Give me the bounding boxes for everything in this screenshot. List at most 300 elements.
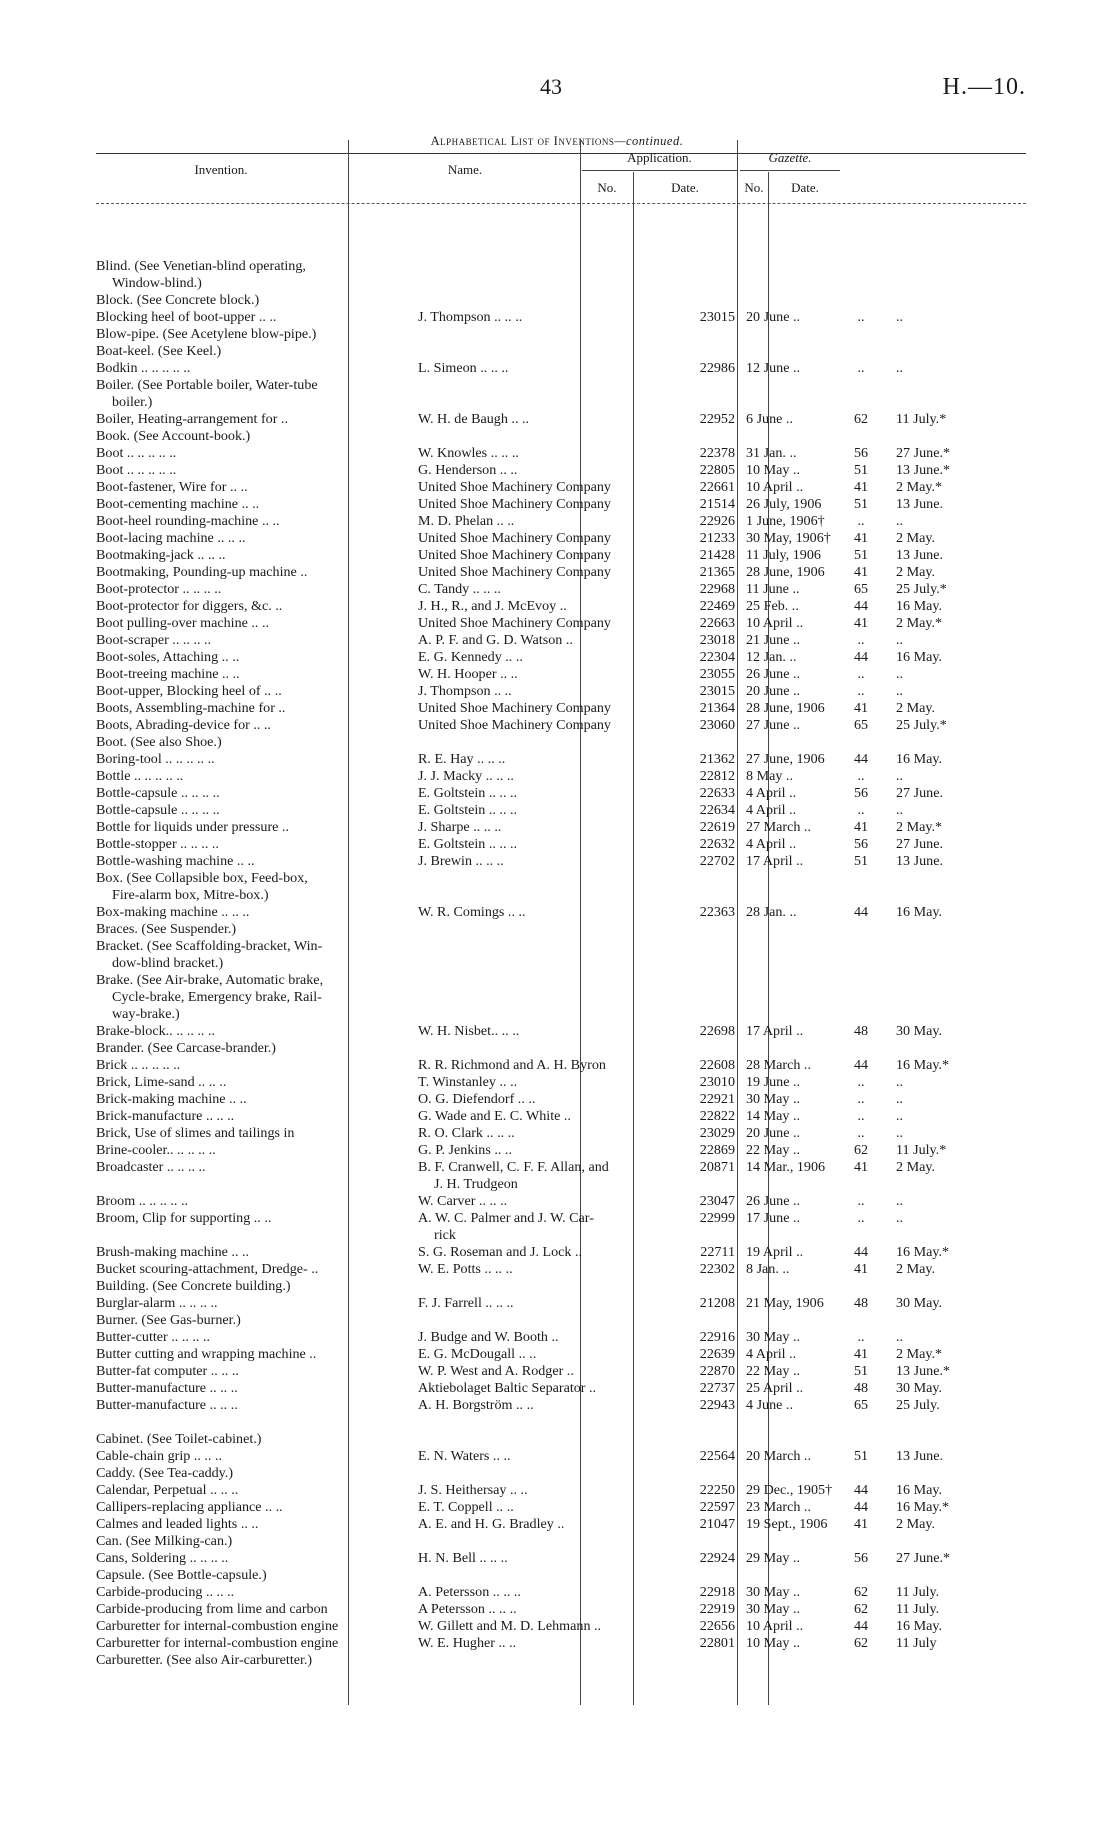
- name-cell: W. R. Comings .. ..: [418, 904, 526, 920]
- table-row: [96, 785, 1036, 802]
- app-number-cell: 22711: [700, 1244, 735, 1260]
- table-row: [96, 1227, 1036, 1244]
- table-row: [96, 360, 1036, 377]
- table-row: [96, 1329, 1036, 1346]
- app-date-cell: 23 March ..: [746, 1499, 811, 1515]
- gazette-number-cell: 44: [853, 904, 869, 920]
- app-number-cell: 22986: [699, 360, 735, 376]
- app-number-cell: 22702: [699, 853, 735, 869]
- gazette-number-cell: ..: [857, 1125, 865, 1141]
- table-row: [96, 870, 1036, 887]
- invention-cell: Boot .. .. .. .. ..: [96, 445, 177, 461]
- gazette-number-cell: ..: [857, 683, 865, 699]
- table-row: [96, 1040, 1036, 1057]
- name-cell: R. E. Hay .. .. ..: [418, 751, 506, 767]
- invention-cell: Calendar, Perpetual .. .. ..: [96, 1482, 239, 1498]
- invention-cell: Building. (See Concrete building.): [96, 1278, 291, 1294]
- table-row: [96, 938, 1036, 955]
- app-date-cell: 14 Mar., 1906: [746, 1159, 826, 1175]
- app-number-cell: 22304: [699, 649, 735, 665]
- app-number-cell: 22378: [699, 445, 735, 461]
- app-date-cell: 8 Jan. ..: [746, 1261, 790, 1277]
- gazette-date-cell: 13 June.*: [896, 1363, 951, 1379]
- invention-cell: Cycle-brake, Emergency brake, Rail-: [112, 989, 322, 1005]
- app-number-cell: 22634: [699, 802, 735, 818]
- name-cell: E. Goltstein .. .. ..: [418, 802, 518, 818]
- invention-cell: Boots, Abrading-device for .. ..: [96, 717, 271, 733]
- gazette-number-cell: 41: [853, 564, 869, 580]
- gazette-number-cell: 44: [853, 1057, 869, 1073]
- gazette-date-cell: 13 June.: [896, 496, 943, 512]
- table-row: [96, 615, 1036, 632]
- header-application: Application.: [627, 150, 692, 165]
- app-date-cell: 31 Jan. ..: [746, 445, 797, 461]
- gazette-date-cell: 25 July.: [896, 1397, 940, 1413]
- invention-cell: Carburetter. (See also Air-carburetter.): [96, 1652, 313, 1668]
- gazette-date-cell: ..: [896, 309, 904, 325]
- name-cell: W. H. Nisbet.. .. ..: [418, 1023, 520, 1039]
- gazette-number-cell: ..: [857, 666, 865, 682]
- name-cell: H. N. Bell .. .. ..: [418, 1550, 508, 1566]
- gazette-number-cell: 44: [853, 1244, 869, 1260]
- app-date-cell: 8 May ..: [746, 768, 793, 784]
- name-cell: United Shoe Machinery Company: [418, 547, 611, 563]
- gazette-date-cell: 11 July.: [896, 1601, 940, 1617]
- table-row: [96, 1210, 1036, 1227]
- name-cell: L. Simeon .. .. ..: [418, 360, 509, 376]
- gazette-date-cell: 16 May.*: [896, 1499, 950, 1515]
- gazette-date-cell: 11 July.*: [896, 411, 947, 427]
- app-date-cell: 28 June, 1906: [746, 564, 825, 580]
- invention-cell: Braces. (See Suspender.): [96, 921, 237, 937]
- gazette-date-cell: 2 May.: [896, 1516, 936, 1532]
- name-cell: G. Wade and E. C. White ..: [418, 1108, 571, 1124]
- table-row: [96, 564, 1036, 581]
- invention-cell: Brick .. .. .. .. ..: [96, 1057, 181, 1073]
- gazette-number-cell: 41: [853, 530, 869, 546]
- app-date-cell: 14 May ..: [746, 1108, 801, 1124]
- name-cell: E. Goltstein .. .. ..: [418, 836, 518, 852]
- gazette-date-cell: 25 July.*: [896, 717, 947, 733]
- app-number-cell: 22608: [699, 1057, 735, 1073]
- gazette-number-cell: ..: [857, 1091, 865, 1107]
- table-row: [96, 1159, 1036, 1176]
- gazette-date-cell: 2 May.*: [896, 819, 943, 835]
- invention-cell: Carbide-producing from lime and carbon: [96, 1601, 328, 1617]
- gazette-number-cell: 51: [853, 853, 869, 869]
- invention-cell: Box-making machine .. .. ..: [96, 904, 250, 920]
- gazette-date-cell: ..: [896, 1329, 904, 1345]
- gazette-date-cell: 27 June.: [896, 785, 943, 801]
- app-date-cell: 20 June ..: [746, 1125, 801, 1141]
- invention-cell: boiler.): [112, 394, 153, 410]
- table-row: [96, 258, 1036, 275]
- table-row: [96, 802, 1036, 819]
- table-row: [96, 768, 1036, 785]
- gazette-number-cell: 62: [853, 1601, 869, 1617]
- app-date-cell: 4 April ..: [746, 1346, 797, 1362]
- table-row: [96, 955, 1036, 972]
- app-date-cell: 4 April ..: [746, 802, 797, 818]
- app-number-cell: 23018: [699, 632, 735, 648]
- app-date-cell: 28 Jan. ..: [746, 904, 797, 920]
- invention-cell: Blocking heel of boot-upper .. ..: [96, 309, 277, 325]
- gazette-number-cell: 41: [853, 1516, 869, 1532]
- name-cell: W. P. West and A. Rodger ..: [418, 1363, 574, 1379]
- name-cell: G. P. Jenkins .. ..: [418, 1142, 512, 1158]
- table-row: [96, 462, 1036, 479]
- app-date-cell: 10 May ..: [746, 1635, 801, 1651]
- app-date-cell: 4 April ..: [746, 836, 797, 852]
- invention-cell: Bootmaking, Pounding-up machine ..: [96, 564, 308, 580]
- gazette-number-cell: 62: [853, 411, 869, 427]
- gazette-number-cell: 62: [853, 1584, 869, 1600]
- app-number-cell: 22918: [699, 1584, 735, 1600]
- gazette-date-cell: 30 May.: [896, 1380, 943, 1396]
- gazette-number-cell: 56: [853, 836, 869, 852]
- name-cell: E. G. McDougall .. ..: [418, 1346, 537, 1362]
- invention-cell: way-brake.): [112, 1006, 180, 1022]
- app-date-cell: 1 June, 1906†: [746, 513, 825, 529]
- invention-cell: Bootmaking-jack .. .. ..: [96, 547, 226, 563]
- table-row: [96, 1550, 1036, 1567]
- table-row: [96, 1601, 1036, 1618]
- gazette-number-cell: ..: [857, 1074, 865, 1090]
- invention-cell: Bottle-stopper .. .. .. ..: [96, 836, 219, 852]
- gazette-number-cell: ..: [857, 513, 865, 529]
- gazette-date-cell: ..: [896, 360, 904, 376]
- table-row: [96, 717, 1036, 734]
- app-date-cell: 26 June ..: [746, 666, 801, 682]
- gazette-number-cell: 51: [853, 1448, 869, 1464]
- app-number-cell: 22639: [699, 1346, 735, 1362]
- invention-cell: Can. (See Milking-can.): [96, 1533, 233, 1549]
- name-cell: E. T. Coppell .. ..: [418, 1499, 514, 1515]
- table-row: [96, 1057, 1036, 1074]
- app-number-cell: 22250: [699, 1482, 735, 1498]
- header-invention: Invention.: [194, 162, 248, 177]
- app-date-cell: 19 Sept., 1906: [746, 1516, 828, 1532]
- gazette-number-cell: ..: [857, 632, 865, 648]
- gazette-date-cell: 2 May.: [896, 530, 936, 546]
- gazette-number-cell: 41: [853, 479, 869, 495]
- invention-cell: Boot-fastener, Wire for .. ..: [96, 479, 248, 495]
- gazette-date-cell: 11 July.*: [896, 1142, 947, 1158]
- gazette-number-cell: ..: [857, 1329, 865, 1345]
- app-date-cell: 22 May ..: [746, 1363, 801, 1379]
- gazette-date-cell: 16 May.: [896, 649, 943, 665]
- app-number-cell: 23015: [699, 309, 735, 325]
- table-row: [96, 1533, 1036, 1550]
- invention-cell: Butter-manufacture .. .. ..: [96, 1380, 238, 1396]
- invention-cell: dow-blind bracket.): [112, 955, 224, 971]
- invention-cell: Butter-fat computer .. .. ..: [96, 1363, 239, 1379]
- app-date-cell: 4 June ..: [746, 1397, 793, 1413]
- gazette-date-cell: 2 May.*: [896, 479, 943, 495]
- app-date-cell: 20 June ..: [746, 683, 801, 699]
- app-date-cell: 4 April ..: [746, 785, 797, 801]
- table-row: [96, 819, 1036, 836]
- gazette-date-cell: 16 May.: [896, 1618, 943, 1634]
- name-cell: United Shoe Machinery Company: [418, 615, 611, 631]
- name-cell: United Shoe Machinery Company: [418, 564, 611, 580]
- gazette-date-cell: ..: [896, 1091, 904, 1107]
- gazette-number-cell: 56: [853, 445, 869, 461]
- gazette-date-cell: 11 July: [896, 1635, 937, 1651]
- gazette-date-cell: 25 July.*: [896, 581, 947, 597]
- gazette-number-cell: 44: [853, 751, 869, 767]
- invention-cell: Butter cutting and wrapping machine ..: [96, 1346, 317, 1362]
- app-number-cell: 21428: [699, 547, 735, 563]
- gazette-date-cell: 16 May.*: [896, 1244, 950, 1260]
- table-row: [96, 1176, 1036, 1193]
- app-number-cell: 22919: [699, 1601, 735, 1617]
- table-row: [96, 598, 1036, 615]
- app-date-cell: 28 June, 1906: [746, 700, 825, 716]
- invention-cell: Boot-protector for diggers, &c. ..: [96, 598, 283, 614]
- name-cell: J. S. Heithersay .. ..: [418, 1482, 528, 1498]
- table-row: [96, 649, 1036, 666]
- header-app-date: Date.: [671, 180, 699, 195]
- name-cell: J. J. Macky .. .. ..: [418, 768, 514, 784]
- invention-cell: Carbide-producing .. .. ..: [96, 1584, 235, 1600]
- table-row: [96, 1295, 1036, 1312]
- invention-cell: Boot-protector .. .. .. ..: [96, 581, 222, 597]
- app-date-cell: 25 Feb. ..: [746, 598, 799, 614]
- invention-cell: Capsule. (See Bottle-capsule.): [96, 1567, 267, 1583]
- app-number-cell: 22737: [699, 1380, 735, 1396]
- invention-cell: Boot .. .. .. .. ..: [96, 462, 177, 478]
- app-date-cell: 30 May ..: [746, 1091, 801, 1107]
- table-row: [96, 1142, 1036, 1159]
- invention-cell: Cable-chain grip .. .. ..: [96, 1448, 223, 1464]
- app-date-cell: 6 June ..: [746, 411, 793, 427]
- invention-cell: Window-blind.): [112, 275, 202, 291]
- app-date-cell: 27 March ..: [746, 819, 811, 835]
- name-cell: W. Gillett and M. D. Lehmann ..: [418, 1618, 602, 1634]
- gazette-date-cell: 13 June.: [896, 547, 943, 563]
- invention-cell: Boot pulling-over machine .. ..: [96, 615, 270, 631]
- app-number-cell: 21233: [699, 530, 735, 546]
- gazette-number-cell: 41: [853, 819, 869, 835]
- invention-cell: Bracket. (See Scaffolding-bracket, Win-: [96, 938, 323, 954]
- app-number-cell: 22698: [699, 1023, 735, 1039]
- app-date-cell: 30 May, 1906†: [746, 530, 831, 546]
- invention-cell: Brine-cooler.. .. .. .. ..: [96, 1142, 216, 1158]
- name-cell: J. Budge and W. Booth ..: [418, 1329, 559, 1345]
- app-number-cell: 21364: [699, 700, 735, 716]
- app-number-cell: 22870: [699, 1363, 735, 1379]
- invention-cell: Brick-manufacture .. .. ..: [96, 1108, 235, 1124]
- invention-cell: Brake-block.. .. .. .. ..: [96, 1023, 215, 1039]
- header-gazette: Gazette.: [768, 150, 812, 165]
- invention-cell: Carburetter for internal-combustion engine: [96, 1618, 339, 1634]
- gazette-number-cell: 51: [853, 1363, 869, 1379]
- invention-cell: Burner. (See Gas-burner.): [96, 1312, 241, 1328]
- page-number: 43: [540, 74, 562, 99]
- table-row: [96, 734, 1036, 751]
- gazette-date-cell: ..: [896, 768, 904, 784]
- invention-cell: Fire-alarm box, Mitre-box.): [112, 887, 269, 903]
- app-number-cell: 22805: [699, 462, 735, 478]
- table-row: [96, 1244, 1036, 1261]
- invention-cell: Brick-making machine .. ..: [96, 1091, 247, 1107]
- app-date-cell: 19 April ..: [746, 1244, 804, 1260]
- name-cell: O. G. Diefendorf .. ..: [418, 1091, 536, 1107]
- gazette-number-cell: 44: [853, 649, 869, 665]
- app-date-cell: 19 June ..: [746, 1074, 801, 1090]
- invention-cell: Boot-heel rounding-machine .. ..: [96, 513, 280, 529]
- gazette-date-cell: 27 June.*: [896, 445, 951, 461]
- invention-cell: Book. (See Account-book.): [96, 428, 251, 444]
- app-date-cell: 10 April ..: [746, 1618, 804, 1634]
- app-date-cell: 10 May ..: [746, 462, 801, 478]
- title-main: Alphabetical List of Inventions: [430, 134, 615, 148]
- name-cell: A. W. C. Palmer and J. W. Car-: [418, 1210, 594, 1226]
- table-row: [96, 836, 1036, 853]
- gazette-date-cell: 2 May.*: [896, 1346, 943, 1362]
- gazette-number-cell: 41: [853, 1346, 869, 1362]
- app-date-cell: 30 May ..: [746, 1584, 801, 1600]
- app-number-cell: 22633: [699, 785, 735, 801]
- page-title: [0, 134, 1114, 149]
- app-number-cell: 23015: [699, 683, 735, 699]
- gazette-date-cell: 16 May.*: [896, 1057, 950, 1073]
- name-cell: J. Brewin .. .. ..: [418, 853, 504, 869]
- app-number-cell: 22597: [699, 1499, 735, 1515]
- app-number-cell: 22564: [699, 1448, 735, 1464]
- invention-cell: Cans, Soldering .. .. .. ..: [96, 1550, 229, 1566]
- invention-cell: Broom .. .. .. .. ..: [96, 1193, 189, 1209]
- app-date-cell: 27 June, 1906: [746, 751, 825, 767]
- table-row: [96, 1261, 1036, 1278]
- app-number-cell: 20871: [699, 1159, 735, 1175]
- gazette-date-cell: 27 June.: [896, 836, 943, 852]
- app-number-cell: 22469: [699, 598, 735, 614]
- table-row: [96, 1584, 1036, 1601]
- table-row: [96, 972, 1036, 989]
- name-cell: United Shoe Machinery Company: [418, 717, 611, 733]
- invention-cell: Callipers-replacing appliance .. ..: [96, 1499, 283, 1515]
- gazette-date-cell: ..: [896, 666, 904, 682]
- table-row: [96, 1414, 1036, 1431]
- table-row: [96, 1482, 1036, 1499]
- name-cell: United Shoe Machinery Company: [418, 496, 611, 512]
- invention-cell: Bottle-washing machine .. ..: [96, 853, 255, 869]
- app-number-cell: 22916: [699, 1329, 735, 1345]
- app-date-cell: 17 April ..: [746, 853, 804, 869]
- header-app-no: No.: [597, 180, 617, 195]
- gazette-number-cell: ..: [857, 360, 865, 376]
- name-cell: E. Goltstein .. .. ..: [418, 785, 518, 801]
- app-date-cell: 12 June ..: [746, 360, 801, 376]
- gazette-date-cell: 30 May.: [896, 1295, 943, 1311]
- invention-cell: Brick, Lime-sand .. .. ..: [96, 1074, 227, 1090]
- gazette-number-cell: ..: [857, 309, 865, 325]
- name-cell: United Shoe Machinery Company: [418, 700, 611, 716]
- name-cell: A Petersson .. .. ..: [418, 1601, 517, 1617]
- gazette-reference: H.—10.: [942, 74, 1026, 100]
- app-number-cell: 23029: [699, 1125, 735, 1141]
- table-row: [96, 1448, 1036, 1465]
- gazette-date-cell: 13 June.*: [896, 462, 951, 478]
- invention-cell: Bottle-capsule .. .. .. ..: [96, 802, 220, 818]
- name-cell: J. Sharpe .. .. ..: [418, 819, 502, 835]
- gazette-date-cell: 13 June.: [896, 1448, 943, 1464]
- name-cell: E. G. Kennedy .. ..: [418, 649, 523, 665]
- table-row: [96, 751, 1036, 768]
- app-date-cell: 30 May ..: [746, 1601, 801, 1617]
- invention-cell: Broom, Clip for supporting .. ..: [96, 1210, 272, 1226]
- invention-cell: Bottle for liquids under pressure ..: [96, 819, 289, 835]
- table-row: [96, 530, 1036, 547]
- name-cell: F. J. Farrell .. .. ..: [418, 1295, 514, 1311]
- gazette-date-cell: 2 May.: [896, 1261, 936, 1277]
- gazette-date-cell: ..: [896, 1193, 904, 1209]
- gazette-date-cell: ..: [896, 1108, 904, 1124]
- invention-cell: Boot-scraper .. .. .. ..: [96, 632, 212, 648]
- gazette-date-cell: 2 May.*: [896, 615, 943, 631]
- app-date-cell: 11 June ..: [746, 581, 800, 597]
- table-row: [96, 496, 1036, 513]
- app-date-cell: 29 May ..: [746, 1550, 801, 1566]
- invention-cell: Boot-upper, Blocking heel of .. ..: [96, 683, 282, 699]
- gazette-date-cell: ..: [896, 1210, 904, 1226]
- table-row: [96, 326, 1036, 343]
- table-row: [96, 1635, 1036, 1652]
- name-cell: W. E. Potts .. .. ..: [418, 1261, 513, 1277]
- gazette-number-cell: ..: [857, 802, 865, 818]
- name-cell: A. P. F. and G. D. Watson ..: [418, 632, 573, 648]
- app-number-cell: 21514: [699, 496, 735, 512]
- name-cell: A. H. Borgström .. ..: [418, 1397, 534, 1413]
- invention-cell: Boot-lacing machine .. .. ..: [96, 530, 246, 546]
- gazette-number-cell: 41: [853, 615, 869, 631]
- table-row: [96, 683, 1036, 700]
- invention-cell: Brander. (See Carcase-brander.): [96, 1040, 276, 1056]
- invention-cell: Boot. (See also Shoe.): [96, 734, 222, 750]
- gazette-rule: [740, 170, 840, 171]
- application-rule: [582, 170, 737, 171]
- app-date-cell: 22 May ..: [746, 1142, 801, 1158]
- table-row: [96, 1431, 1036, 1448]
- table-row: [96, 1278, 1036, 1295]
- name-cell: rick: [434, 1227, 456, 1243]
- table-row: [96, 1023, 1036, 1040]
- gazette-date-cell: ..: [896, 1125, 904, 1141]
- app-date-cell: 10 April ..: [746, 479, 804, 495]
- table-row: [96, 887, 1036, 904]
- name-cell: W. E. Hugher .. ..: [418, 1635, 517, 1651]
- app-date-cell: 20 June ..: [746, 309, 801, 325]
- name-cell: J. Thompson .. ..: [418, 683, 512, 699]
- table-row: [96, 989, 1036, 1006]
- gazette-number-cell: 48: [853, 1295, 869, 1311]
- app-number-cell: 22363: [699, 904, 735, 920]
- table-row: [96, 666, 1036, 683]
- app-date-cell: 12 Jan. ..: [746, 649, 797, 665]
- gazette-date-cell: ..: [896, 513, 904, 529]
- invention-cell: Carburetter for internal-combustion engine: [96, 1635, 339, 1651]
- gazette-number-cell: ..: [857, 1210, 865, 1226]
- table-row: [96, 1312, 1036, 1329]
- app-number-cell: 22661: [699, 479, 735, 495]
- invention-cell: Burglar-alarm .. .. .. ..: [96, 1295, 218, 1311]
- app-number-cell: 22921: [699, 1091, 735, 1107]
- table-row: [96, 343, 1036, 360]
- table-top-rule: [96, 153, 1026, 154]
- invention-cell: Broadcaster .. .. .. ..: [96, 1159, 206, 1175]
